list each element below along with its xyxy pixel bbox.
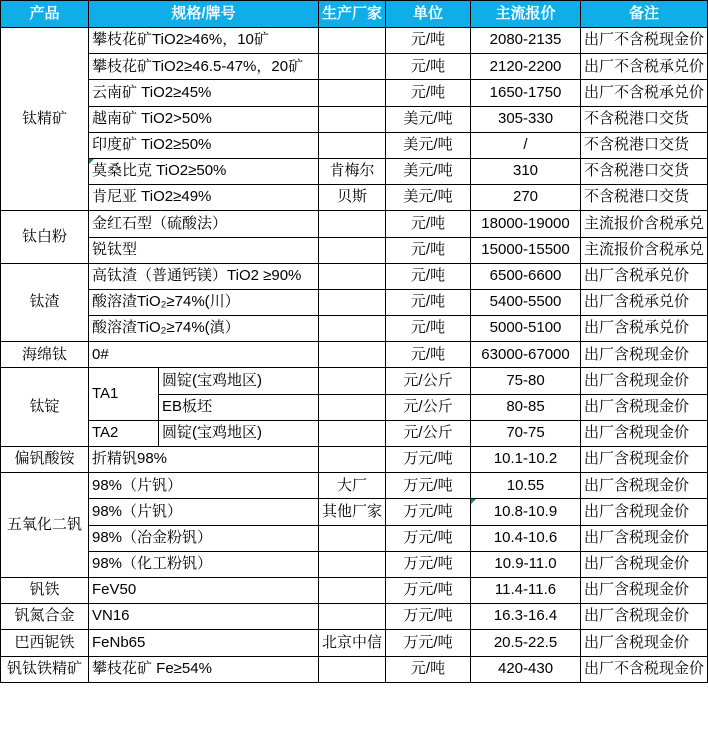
- spec-cell: 肯尼亚 TiO2≥49%: [89, 185, 319, 211]
- manufacturer-cell: [319, 80, 386, 106]
- note-cell: 不含税港口交货: [581, 132, 708, 158]
- product-cell: 偏钒酸铵: [1, 447, 89, 473]
- unit-cell: 万元/吨: [386, 473, 471, 499]
- unit-cell: 元/吨: [386, 263, 471, 289]
- manufacturer-cell: [319, 551, 386, 577]
- unit-cell: 元/吨: [386, 342, 471, 368]
- manufacturer-cell: [319, 106, 386, 132]
- note-cell: 出厂含税现金价: [581, 577, 708, 603]
- unit-cell: 元/公斤: [386, 368, 471, 394]
- spec-cell: 0#: [89, 342, 319, 368]
- manufacturer-cell: [319, 211, 386, 237]
- price-cell: 63000-67000: [471, 342, 581, 368]
- product-cell: 钒钛铁精矿: [1, 656, 89, 682]
- unit-cell: 万元/吨: [386, 525, 471, 551]
- note-cell: 不含税港口交货: [581, 185, 708, 211]
- form-cell: EB板坯: [159, 394, 319, 420]
- product-cell: 巴西铌铁: [1, 630, 89, 656]
- spec-cell: VN16: [89, 604, 319, 630]
- price-cell: 15000-15500: [471, 237, 581, 263]
- note-cell: 不含税港口交货: [581, 106, 708, 132]
- spec-cell: 金红石型（硫酸法）: [89, 211, 319, 237]
- unit-cell: 万元/吨: [386, 447, 471, 473]
- table-row: [1, 342, 708, 368]
- table-row: [1, 263, 708, 289]
- unit-cell: 元/公斤: [386, 394, 471, 420]
- price-cell: 75-80: [471, 368, 581, 394]
- price-cell: 18000-19000: [471, 211, 581, 237]
- manufacturer-cell: [319, 263, 386, 289]
- spec-cell: 酸溶渣TiO₂≥74%(川）: [89, 289, 319, 315]
- spec-cell: 云南矿 TiO2≥45%: [89, 80, 319, 106]
- grade-cell: TA1: [89, 368, 159, 420]
- header-spec: 规格/牌号: [89, 1, 319, 28]
- manufacturer-cell: [319, 54, 386, 80]
- note-cell: 出厂含税承兑价: [581, 289, 708, 315]
- price-cell: 2080-2135: [471, 28, 581, 54]
- product-cell: 钛白粉: [1, 211, 89, 263]
- table-row: [1, 28, 708, 54]
- product-cell: 钛渣: [1, 263, 89, 342]
- table-row: [1, 185, 708, 211]
- table-row: [1, 132, 708, 158]
- price-cell: 70-75: [471, 420, 581, 446]
- table-row: [1, 368, 708, 394]
- product-cell: 五氧化二钒: [1, 473, 89, 578]
- note-cell: 出厂含税现金价: [581, 604, 708, 630]
- header-note: 备注: [581, 1, 708, 28]
- manufacturer-cell: [319, 289, 386, 315]
- unit-cell: 元/吨: [386, 237, 471, 263]
- table-row: [1, 577, 708, 603]
- unit-cell: 美元/吨: [386, 106, 471, 132]
- header-row: [1, 1, 708, 28]
- header-unit: 单位: [386, 1, 471, 28]
- price-cell: 10.1-10.2: [471, 447, 581, 473]
- product-cell: 钒氮合金: [1, 604, 89, 630]
- note-cell: 出厂含税现金价: [581, 499, 708, 525]
- table-row: [1, 447, 708, 473]
- price-cell: 310: [471, 158, 581, 184]
- note-cell: 主流报价含税承兑: [581, 237, 708, 263]
- spec-cell: 锐钛型: [89, 237, 319, 263]
- note-cell: 出厂不含税现金价: [581, 28, 708, 54]
- unit-cell: 元/公斤: [386, 420, 471, 446]
- manufacturer-cell: 贝斯: [319, 185, 386, 211]
- manufacturer-cell: [319, 368, 386, 394]
- table-row: [1, 420, 708, 446]
- comment-indicator-icon: [471, 499, 476, 504]
- unit-cell: 元/吨: [386, 211, 471, 237]
- manufacturer-cell: 北京中信: [319, 630, 386, 656]
- note-cell: 出厂含税现金价: [581, 525, 708, 551]
- price-cell: 6500-6600: [471, 263, 581, 289]
- header-product: 产品: [1, 1, 89, 28]
- unit-cell: 元/吨: [386, 316, 471, 342]
- table-row: [1, 106, 708, 132]
- spec-cell: 折精钒98%: [89, 447, 319, 473]
- note-cell: 出厂含税现金价: [581, 473, 708, 499]
- price-cell: [471, 499, 581, 525]
- manufacturer-cell: 大厂: [319, 473, 386, 499]
- note-cell: 出厂含税现金价: [581, 447, 708, 473]
- table-row: [1, 158, 708, 184]
- manufacturer-cell: [319, 656, 386, 682]
- form-cell: 圆锭(宝鸡地区): [159, 420, 319, 446]
- table-row: [1, 289, 708, 315]
- price-cell: 1650-1750: [471, 80, 581, 106]
- price-cell: 420-430: [471, 656, 581, 682]
- manufacturer-cell: [319, 394, 386, 420]
- product-cell: 钛精矿: [1, 28, 89, 211]
- comment-indicator-icon: [89, 159, 94, 164]
- spec-cell: [89, 158, 319, 184]
- unit-cell: 万元/吨: [386, 499, 471, 525]
- spec-cell: 98%（片钒）: [89, 473, 319, 499]
- note-cell: 出厂不含税承兑价: [581, 54, 708, 80]
- table-row: [1, 604, 708, 630]
- note-cell: 出厂含税现金价: [581, 368, 708, 394]
- spec-text: 莫桑比克 TiO2≥50%: [92, 162, 227, 180]
- note-cell: 出厂含税承兑价: [581, 263, 708, 289]
- manufacturer-cell: [319, 447, 386, 473]
- manufacturer-cell: 肯梅尔: [319, 158, 386, 184]
- unit-cell: 元/吨: [386, 80, 471, 106]
- grade-cell: TA2: [89, 420, 159, 446]
- price-cell: 10.9-11.0: [471, 551, 581, 577]
- price-cell: 16.3-16.4: [471, 604, 581, 630]
- price-cell: 11.4-11.6: [471, 577, 581, 603]
- note-cell: 出厂不含税现金价: [581, 656, 708, 682]
- manufacturer-cell: [319, 604, 386, 630]
- manufacturer-cell: [319, 525, 386, 551]
- note-cell: 出厂不含税承兑价: [581, 80, 708, 106]
- product-cell: 海绵钛: [1, 342, 89, 368]
- unit-cell: 美元/吨: [386, 132, 471, 158]
- table-row: [1, 237, 708, 263]
- table-row: [1, 211, 708, 237]
- price-text: 10.8-10.9: [493, 502, 558, 520]
- spec-cell: 攀枝花矿 Fe≥54%: [89, 656, 319, 682]
- note-cell: 出厂含税现金价: [581, 420, 708, 446]
- spec-cell: 98%（化工粉钒）: [89, 551, 319, 577]
- unit-cell: 美元/吨: [386, 158, 471, 184]
- spec-cell: 印度矿 TiO2≥50%: [89, 132, 319, 158]
- spec-cell: 攀枝花矿TiO2≥46.5-47%，20矿: [89, 54, 319, 80]
- spec-cell: FeNb65: [89, 630, 319, 656]
- table-row: [1, 656, 708, 682]
- table-row: [1, 630, 708, 656]
- note-cell: 出厂含税现金价: [581, 342, 708, 368]
- form-cell: 圆锭(宝鸡地区): [159, 368, 319, 394]
- table-row: [1, 525, 708, 551]
- price-cell: 5400-5500: [471, 289, 581, 315]
- spec-cell: 高钛渣（普通钙镁）TiO2 ≥90%: [89, 263, 319, 289]
- spec-cell: 酸溶渣TiO₂≥74%(滇）: [89, 316, 319, 342]
- table-row: [1, 551, 708, 577]
- unit-cell: 元/吨: [386, 28, 471, 54]
- table-row: [1, 473, 708, 499]
- unit-cell: 元/吨: [386, 289, 471, 315]
- manufacturer-cell: [319, 577, 386, 603]
- manufacturer-cell: [319, 28, 386, 54]
- price-cell: 270: [471, 185, 581, 211]
- manufacturer-cell: [319, 420, 386, 446]
- price-cell: 80-85: [471, 394, 581, 420]
- price-cell: 20.5-22.5: [471, 630, 581, 656]
- price-cell: /: [471, 132, 581, 158]
- note-cell: 出厂含税承兑价: [581, 316, 708, 342]
- unit-cell: 万元/吨: [386, 577, 471, 603]
- unit-cell: 万元/吨: [386, 604, 471, 630]
- product-cell: 钒铁: [1, 577, 89, 603]
- note-cell: 不含税港口交货: [581, 158, 708, 184]
- unit-cell: 元/吨: [386, 54, 471, 80]
- note-cell: 出厂含税现金价: [581, 551, 708, 577]
- manufacturer-cell: [319, 132, 386, 158]
- manufacturer-cell: [319, 316, 386, 342]
- manufacturer-cell: [319, 342, 386, 368]
- spec-cell: FeV50: [89, 577, 319, 603]
- table-row: [1, 80, 708, 106]
- spec-cell: 攀枝花矿TiO2≥46%，10矿: [89, 28, 319, 54]
- note-cell: 出厂含税现金价: [581, 394, 708, 420]
- product-cell: 钛锭: [1, 368, 89, 447]
- price-cell: 2120-2200: [471, 54, 581, 80]
- table-row: [1, 499, 708, 525]
- price-cell: 10.4-10.6: [471, 525, 581, 551]
- note-cell: 出厂含税现金价: [581, 630, 708, 656]
- price-cell: 10.55: [471, 473, 581, 499]
- spec-cell: 98%（片钒）: [89, 499, 319, 525]
- header-manufacturer: 生产厂家: [319, 1, 386, 28]
- unit-cell: 万元/吨: [386, 630, 471, 656]
- table-row: [1, 316, 708, 342]
- manufacturer-cell: 其他厂家: [319, 499, 386, 525]
- spec-cell: 98%（冶金粉钒）: [89, 525, 319, 551]
- note-cell: 主流报价含税承兑: [581, 211, 708, 237]
- spec-cell: 越南矿 TiO2>50%: [89, 106, 319, 132]
- header-price: 主流报价: [471, 1, 581, 28]
- unit-cell: 元/吨: [386, 656, 471, 682]
- price-cell: 305-330: [471, 106, 581, 132]
- unit-cell: 万元/吨: [386, 551, 471, 577]
- table-row: [1, 54, 708, 80]
- unit-cell: 美元/吨: [386, 185, 471, 211]
- price-cell: 5000-5100: [471, 316, 581, 342]
- manufacturer-cell: [319, 237, 386, 263]
